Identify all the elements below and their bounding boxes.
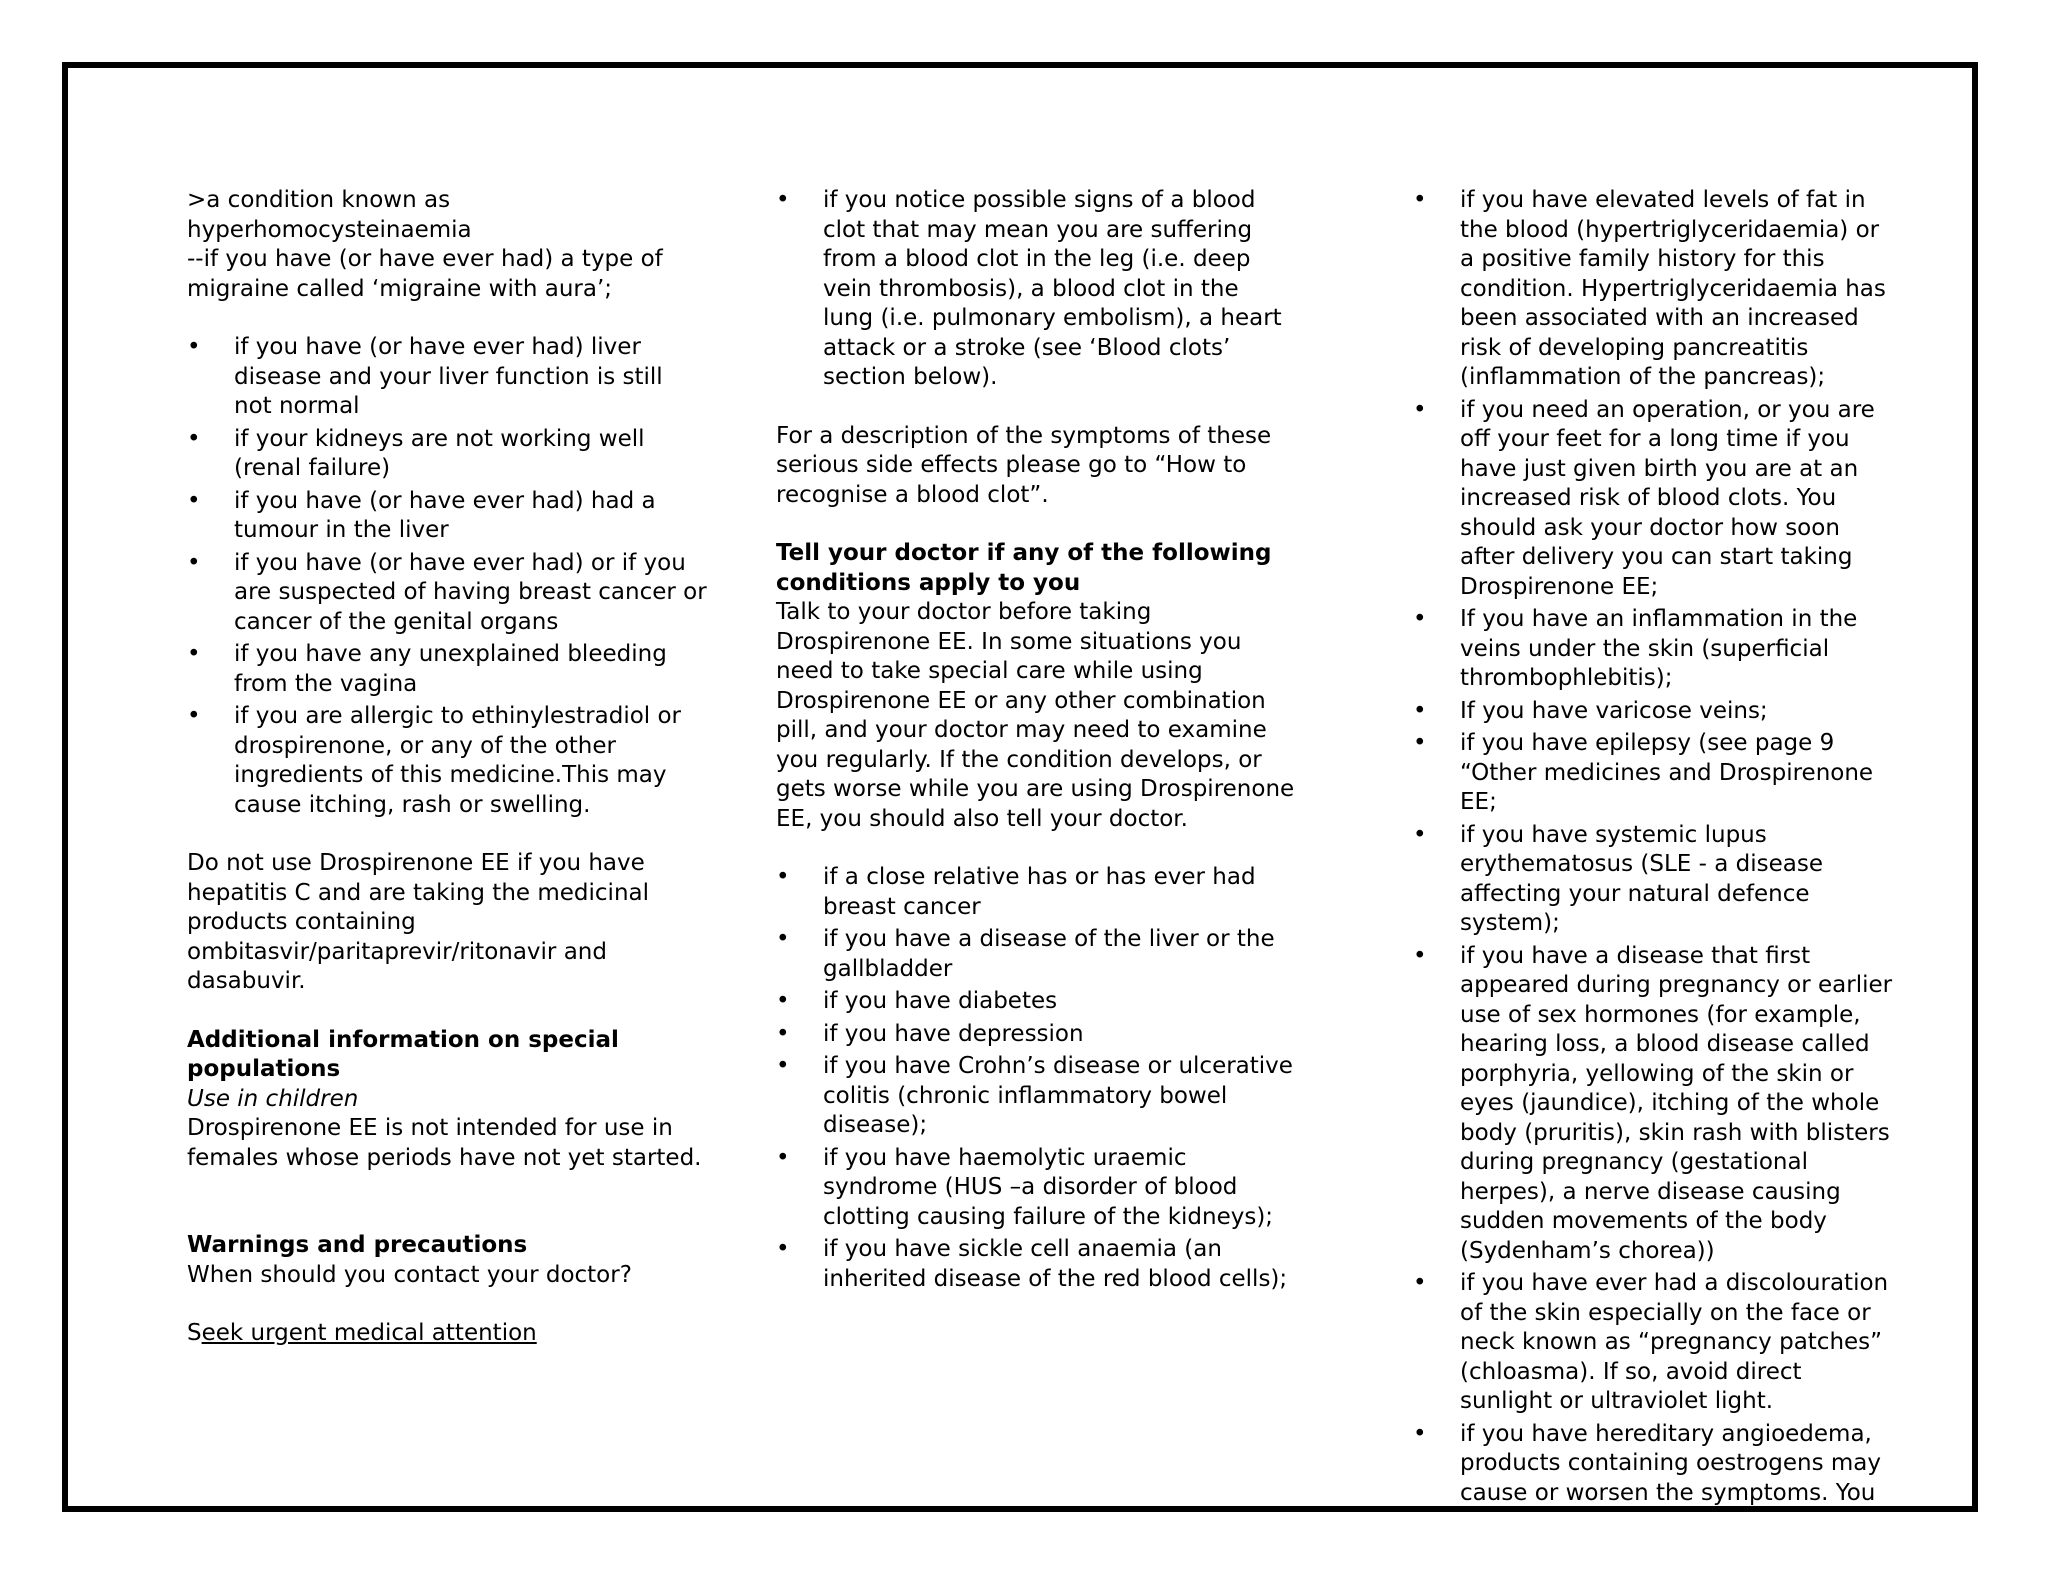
description-paragraph: For a description of the symptoms of these serious side effects please go to “How to recognise a blood clot”. — [776, 422, 1272, 508]
intro-line-2: --if you have (or have ever had) a type of migraine called ‘migraine with aura’; — [187, 246, 663, 302]
column-left — [187, 186, 707, 1349]
warnings-question: When should you contact your doctor? — [187, 1261, 632, 1288]
urgent-attention-line — [187, 1319, 707, 1349]
list-item: • if you have diabetes — [776, 987, 1296, 1017]
list-item: • If you have an inflammation in the veins under the skin (superficial thrombophlebitis); — [1413, 605, 1893, 694]
intro-line-1: >a condition known as hyperhomocysteinaemia — [187, 187, 472, 243]
conditions-list-continued — [1413, 186, 1893, 1508]
list-item: • if you have sickle cell anaemia (an inherited disease of the red blood cells); — [776, 1235, 1296, 1294]
contraindication-list — [187, 333, 707, 820]
warnings-heading: Warnings and precautions — [187, 1232, 528, 1258]
list-item: • if you have a disease of the liver or the gallbladder — [776, 925, 1296, 984]
list-item: • if you have elevated levels of fat in the blood (hypertriglyceridaemia) or a positive family history for this condition. Hypertriglyceridaemia has been associated with an increased risk of developing pancreatitis (inflammation of the pancreas); — [1413, 186, 1893, 393]
hepatitis-paragraph: Do not use Drospirenone EE if you have hepatitis C and are taking the medicinal products containing ombitasvir/paritaprevir/ritonavir and dasabuvir. — [187, 850, 649, 994]
list-item: • if you have (or have ever had) or if you are suspected of having breast cancer or cancer of the genital organs — [187, 549, 707, 638]
list-item: • If you have varicose veins; — [1413, 697, 1893, 727]
list-item: • if your kidneys are not working well (renal failure) — [187, 425, 707, 484]
children-subheading: Use in children — [187, 1085, 359, 1112]
list-item: • if you have (or have ever had) had a tumour in the liver — [187, 487, 707, 546]
list-item: • if you need an operation, or you are off your feet for a long time if you have just given birth you are at an increased risk of blood clots. You should ask your doctor how soon after delivery you can start taking Drospirenone EE; — [1413, 396, 1893, 603]
list-item: • if you have systemic lupus erythematosus (SLE - a disease affecting your natural defence system); — [1413, 821, 1893, 939]
list-item: • if you have any unexplained bleeding from the vagina — [187, 640, 707, 699]
list-item: • if you have depression — [776, 1020, 1296, 1050]
list-item: • if you are allergic to ethinylestradiol or drospirenone, or any of the other ingredients of this medicine.This may cause itching, rash or swelling. — [187, 702, 707, 820]
tell-doctor-text: Talk to your doctor before taking Drospirenone EE. In some situations you need to take special care while using Drospirenone EE or any other combination pill, and your doctor may need to examine you regularly. If the condition develops, or gets worse while you are using Drospirenone EE, you should also tell your doctor. — [776, 599, 1295, 832]
column-right — [1413, 186, 1893, 1511]
tell-doctor-heading: Tell your doctor if any of the following conditions apply to you — [776, 540, 1272, 596]
urgent-first-letter: S — [187, 1320, 202, 1346]
list-item: • if you have (or have ever had) liver disease and your liver function is still not normal — [187, 333, 707, 422]
list-item: • if you have ever had a discolouration of the skin especially on the face or neck known as “pregnancy patches” (chloasma). If so, avoid direct sunlight or ultraviolet light. — [1413, 1269, 1893, 1417]
list-item: • if you have haemolytic uraemic syndrome (HUS –a disorder of blood clotting causing failure of the kidneys); — [776, 1144, 1296, 1233]
list-item: • if you have Crohn’s disease or ulcerative colitis (chronic inflammatory bowel disease); — [776, 1052, 1296, 1141]
list-item: • if you notice possible signs of a blood clot that may mean you are suffering from a blood clot in the leg (i.e. deep vein thrombosis), a blood clot in the lung (i.e. pulmonary embolism), a heart attack or a stroke (see ‘Blood clots’ section below). — [776, 186, 1296, 393]
children-text: Drospirenone EE is not intended for use in females whose periods have not yet started. — [187, 1115, 702, 1171]
column-middle — [776, 186, 1296, 1297]
additional-info-heading: Additional information on special populations — [187, 1026, 619, 1082]
blood-clot-list — [776, 186, 1296, 393]
list-item: • if you have hereditary angioedema, products containing oestrogens may cause or worsen the symptoms. You — [1413, 1420, 1893, 1509]
conditions-list — [776, 863, 1296, 1294]
list-item: • if you have epilepsy (see page 9 “Other medicines and Drospirenone EE; — [1413, 729, 1893, 818]
urgent-attention-link: eek urgent medical attention — [201, 1320, 537, 1346]
list-item: • if you have a disease that first appeared during pregnancy or earlier use of sex hormones (for example, hearing loss, a blood disease called porphyria, yellowing of the skin or eyes (jaundice), itching of the whole body (pruritis), skin rash with blisters during pregnancy (gestational herpes), a nerve disease causing sudden movements of the body (Sydenham’s chorea)) — [1413, 942, 1893, 1267]
list-item: • if a close relative has or has ever had breast cancer — [776, 863, 1296, 922]
